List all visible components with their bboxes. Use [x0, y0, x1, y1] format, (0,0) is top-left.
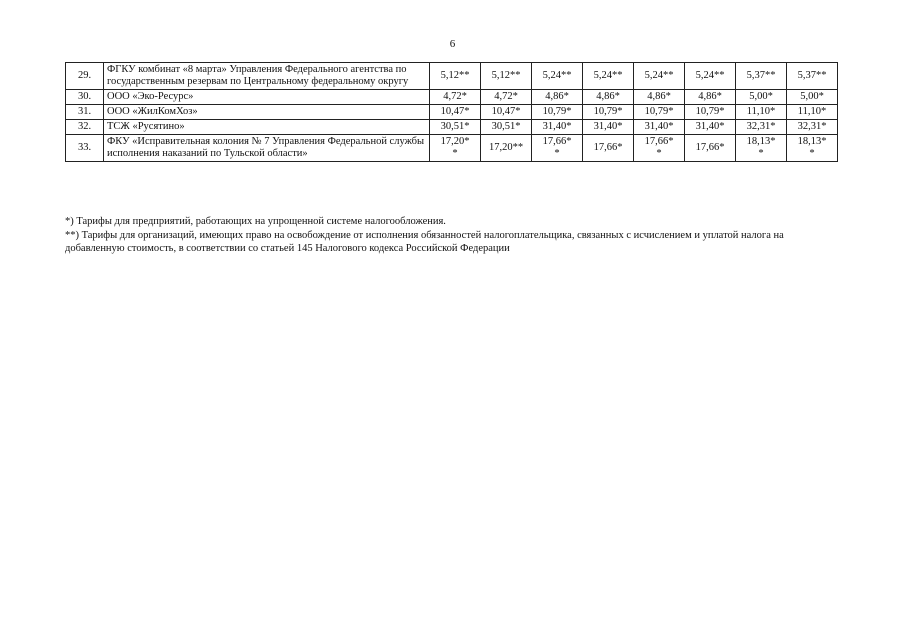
tariff-value: 5,24**	[685, 63, 736, 90]
tariff-value: 10,47*	[430, 105, 481, 120]
tariff-value: 11,10*	[787, 105, 838, 120]
tariff-value: 17,20**	[481, 135, 532, 162]
tariff-value: 5,00*	[787, 90, 838, 105]
tariff-value: 5,12**	[481, 63, 532, 90]
tariff-value: 5,24**	[532, 63, 583, 90]
tariff-value: 11,10*	[736, 105, 787, 120]
tariff-value: 10,79*	[532, 105, 583, 120]
tariff-value: 18,13* *	[787, 135, 838, 162]
organization-name: ООО «Эко-Ресурс»	[104, 90, 430, 105]
tariff-value: 31,40*	[634, 120, 685, 135]
footnote-double-asterisk: **) Тарифы для организаций, имеющих право на освобождение от исполнения обязанностей налогоплательщика, связанных с исчислением и уплатой налога на добавленную стоимость, в соответствии со статьей 145 Налогового кодекса Российской Федерации	[65, 230, 784, 254]
page-number: 6	[449, 38, 456, 50]
row-number: 32.	[66, 120, 104, 135]
tariff-value: 31,40*	[685, 120, 736, 135]
tariff-value: 4,72*	[430, 90, 481, 105]
tariff-table	[65, 62, 838, 162]
tariff-value: 4,86*	[685, 90, 736, 105]
table-row	[66, 105, 838, 120]
tariff-value: 5,37**	[736, 63, 787, 90]
tariff-value: 5,24**	[634, 63, 685, 90]
table-row	[66, 63, 838, 90]
tariff-value: 5,24**	[583, 63, 634, 90]
tariff-value: 5,37**	[787, 63, 838, 90]
tariff-value: 10,79*	[685, 105, 736, 120]
organization-name: ФГКУ комбинат «8 марта» Управления Федерального агентства по государственным резервам по Центральному федеральному округу	[104, 63, 430, 90]
tariff-value: 10,79*	[583, 105, 634, 120]
row-number: 31.	[66, 105, 104, 120]
footnote-single-asterisk: *) Тарифы для предприятий, работающих на упрощенной системе налогообложения.	[65, 216, 446, 227]
tariff-value: 17,66*	[583, 135, 634, 162]
tariff-value: 17,66* *	[532, 135, 583, 162]
tariff-value: 5,12**	[430, 63, 481, 90]
row-number: 29.	[66, 63, 104, 90]
tariff-value: 31,40*	[532, 120, 583, 135]
organization-name: ФКУ «Исправительная колония № 7 Управления Федеральной службы исполнения наказаний по Тульской области»	[104, 135, 430, 162]
table-row	[66, 90, 838, 105]
tariff-value: 10,79*	[634, 105, 685, 120]
tariff-value: 4,86*	[532, 90, 583, 105]
tariff-value: 30,51*	[481, 120, 532, 135]
row-number: 33.	[66, 135, 104, 162]
tariff-value: 32,31*	[736, 120, 787, 135]
tariff-value: 10,47*	[481, 105, 532, 120]
table-row	[66, 135, 838, 162]
tariff-value: 30,51*	[430, 120, 481, 135]
organization-name: ООО «ЖилКомХоз»	[104, 105, 430, 120]
tariff-value: 17,20* *	[430, 135, 481, 162]
row-number: 30.	[66, 90, 104, 105]
tariff-value: 4,86*	[634, 90, 685, 105]
footnotes	[65, 215, 845, 256]
tariff-value: 31,40*	[583, 120, 634, 135]
tariff-value: 4,72*	[481, 90, 532, 105]
tariff-value: 18,13* *	[736, 135, 787, 162]
tariff-value: 5,00*	[736, 90, 787, 105]
table-row	[66, 120, 838, 135]
tariff-value: 17,66* *	[634, 135, 685, 162]
organization-name: ТСЖ «Русятино»	[104, 120, 430, 135]
tariff-value: 4,86*	[583, 90, 634, 105]
tariff-value: 17,66*	[685, 135, 736, 162]
tariff-value: 32,31*	[787, 120, 838, 135]
